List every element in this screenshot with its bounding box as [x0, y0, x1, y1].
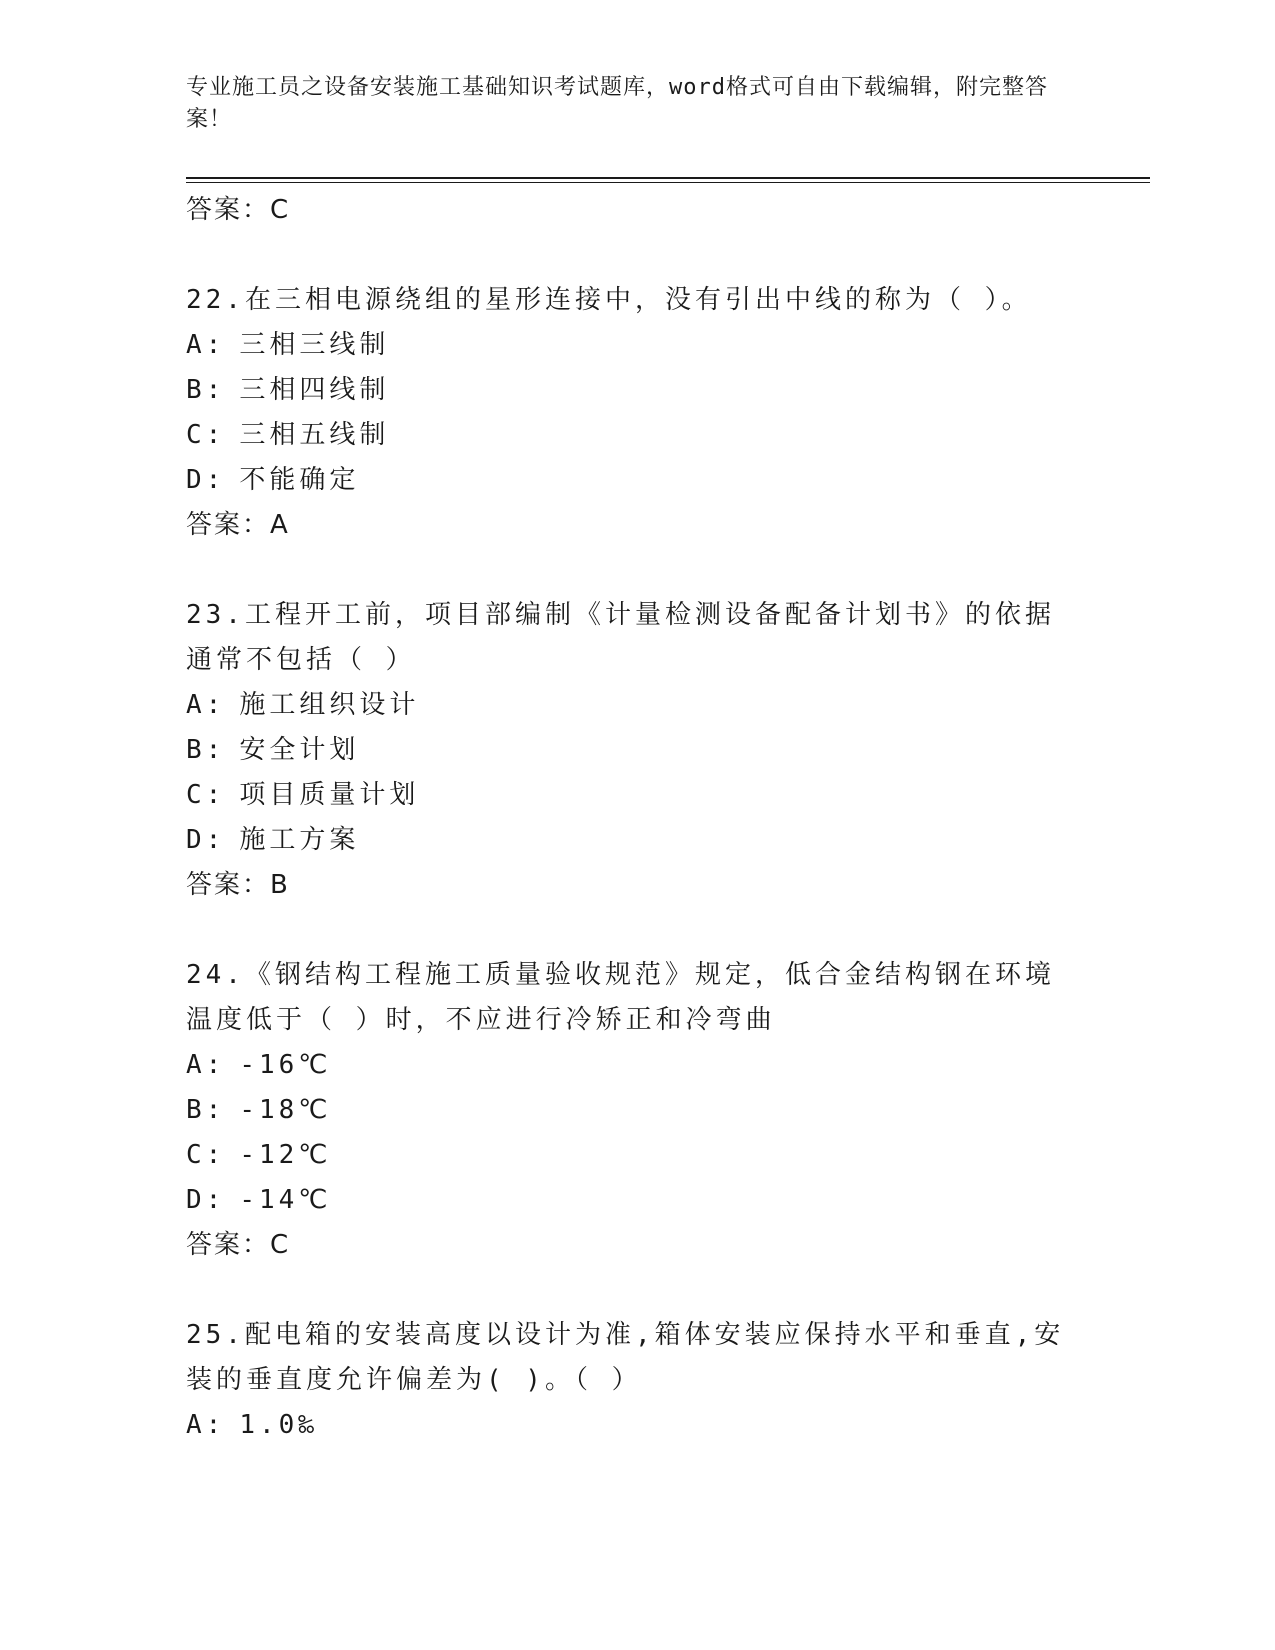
- option-text: 施工方案: [239, 825, 360, 855]
- question-text: 25.配电箱的安装高度以设计为准,箱体安装应保持水平和垂直,安装的垂直度允许偏差为( )。（ ）: [186, 1320, 1065, 1395]
- option-text: 三相四线制: [239, 375, 390, 405]
- header-rule-thick: [186, 177, 1150, 179]
- option-c: [186, 413, 1086, 458]
- option-b: [186, 1088, 1086, 1133]
- option-letter: B:: [186, 375, 226, 405]
- answer-line: 答案：B: [186, 870, 290, 900]
- question-text: 22.在三相电源绕组的星形连接中，没有引出中线的称为（ ）。: [186, 285, 1032, 315]
- question-block: [186, 593, 1086, 908]
- answer-line: 答案：A: [186, 510, 290, 540]
- question-text: 24.《钢结构工程施工质量验收规范》规定，低合金结构钢在环境温度低于（ ）时，不应进行冷矫正和冷弯曲: [186, 960, 1055, 1035]
- question-block: [186, 1313, 1086, 1448]
- option-text: -14℃: [239, 1185, 332, 1215]
- option-a: [186, 1043, 1086, 1088]
- document-header: 专业施工员之设备安装施工基础知识考试题库，word格式可自由下载编辑，附完整答案！: [186, 75, 1048, 132]
- option-letter: C:: [186, 420, 226, 450]
- question-text: 23.工程开工前，项目部编制《计量检测设备配备计划书》的依据通常不包括（ ）: [186, 600, 1055, 675]
- option-text: 不能确定: [239, 465, 360, 495]
- option-a: [186, 1403, 1086, 1448]
- option-a: [186, 323, 1086, 368]
- spacer: [186, 548, 1086, 593]
- option-letter: A:: [186, 1410, 226, 1440]
- option-letter: D:: [186, 1185, 226, 1215]
- option-letter: B:: [186, 735, 226, 765]
- question-list: [186, 188, 1086, 1448]
- spacer: [186, 1268, 1086, 1313]
- option-d: [186, 818, 1086, 863]
- option-text: 1.0‰: [239, 1410, 318, 1440]
- option-letter: A:: [186, 690, 226, 720]
- spacer: [186, 908, 1086, 953]
- question-block: [186, 953, 1086, 1268]
- header-rule-thin: [186, 182, 1150, 183]
- option-letter: C:: [186, 1140, 226, 1170]
- option-c: [186, 773, 1086, 818]
- option-d: [186, 458, 1086, 503]
- option-text: 施工组织设计: [239, 690, 420, 720]
- option-c: [186, 1133, 1086, 1178]
- option-a: [186, 683, 1086, 728]
- answer-line: 答案：C: [186, 195, 291, 225]
- option-b: [186, 368, 1086, 413]
- spacer: [186, 233, 1086, 278]
- option-letter: A:: [186, 1050, 226, 1080]
- option-text: 项目质量计划: [239, 780, 420, 810]
- option-letter: A:: [186, 330, 226, 360]
- option-text: 三相三线制: [239, 330, 390, 360]
- option-b: [186, 728, 1086, 773]
- option-text: -12℃: [239, 1140, 332, 1170]
- option-text: 三相五线制: [239, 420, 390, 450]
- option-text: -16℃: [239, 1050, 332, 1080]
- option-d: [186, 1178, 1086, 1223]
- question-block: [186, 278, 1086, 548]
- option-text: -18℃: [239, 1095, 332, 1125]
- option-letter: D:: [186, 825, 226, 855]
- option-text: 安全计划: [239, 735, 360, 765]
- option-letter: D:: [186, 465, 226, 495]
- answer-line: 答案：C: [186, 1230, 291, 1260]
- option-letter: B:: [186, 1095, 226, 1125]
- option-letter: C:: [186, 780, 226, 810]
